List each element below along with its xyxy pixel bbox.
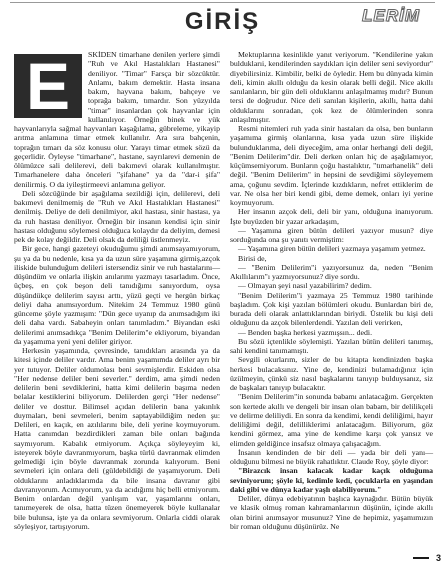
quote: "Birazcık insan kalacak kadar kaçık olduğuma seviniyorum; şöyle ki, kedimle kedi, çocuklarla en yaşından daki gibi ve dünya kadar yaşlı olabiliyorum." <box>230 466 433 494</box>
paragraph: Deliler, dünya edebiyatının başlıca kaynağıdır. Bütün büyük ve klasik olmuş roman kahramanlarının düşünün, içinde akıllı olan birini anımsayor musunuz? Yine de hepimiz, yaşamımızın bir roman olduğunu düşünürüz. Ne <box>230 494 433 531</box>
paragraph: "Benim Delilerim"in sonunda babamı anlatacağım. Gerçekten son kertede akıllı ve dengeli bir insan olan babam, bir delilikçeli ve delirme deliliydi. En sonra da kendimi, kendi deliliğimi, hayır deliliğimi değil, delilliklerimi anlatacağım. Biliyorum, göz kendini görmez, ama yine de kendime karşı çok yansız ve elimden geldiğince insafsız olmaya çalışacağım. <box>230 392 433 448</box>
logo: LERİM <box>362 6 420 25</box>
paragraph: — Yaşamına giren bütün delileri yazıyor musun? diye sorduğunda ona şu yanıtı vermiştim: <box>230 225 433 244</box>
paragraph: Herkesin yaşamında, çevresinde, tanıdıkları arasında ya da kitesi içinde deliler vardır. Ama benim yaşamımda deliler ayrı bir yer tutuyor. Deliler oldumolası beni sevmişlerdir. Eskiden olsa "Her nedense deliler beni severler." derdim, ama şimdi neden delilerin beni sevdiklerini, hatta kimi delilerin başıma neden belalar kestiklerini biliyorum. Delilerden gerçi "Her nedense" deliler ve dosttur. Bilimsel açıdan delilerin bana yakınlık duymaları, beni sevmeleri, benim saptayabildiğim neden şu: Delileri, en kaçık, en azılılarını bile, deli yerine koymuyorum. Hatta canımdan bezdirdikleri zaman bile onları bağında saymıyorum. Kabalık etmiyorum. Açıkça söyleyeyim ki, isteyerek böyle davranmıyorum, başka türlü davranmak elimden gelmediği için böyle davranmak zorunda kalıyorum. Beni sevmeleri için onlara deli (güldebildiği de yaşamıyorum. Deli olduklarını anladıklarımda da bile insana davranır gibi davranıyorum. Acımıyorum, ya da acıdığımı hiç belli etmiyorum. Benim onlardan değil yanlışım var, yaşamlarını onları, tanımeyerek de olsa, hatta tüzen önemeyerek böyle kullanalar bile bulunsa, işte ya da onlara sevmiyorum. Onlarla ciddi olarak söyleşiyor, tartışıyorum. <box>14 346 220 531</box>
paragraph: "Benim Delilerim"i yazmaya 25 Temmuz 1980 tarihinde başladım. Çok kişi yazılan bölümleri okudu. Bunlardan biri de, burada deli olarak anlattıklarından biriydi. Üstelik bu kişi deli olduğunu da azçok bilenlerdendi. Yazılan deli verirken, <box>230 290 433 328</box>
paragraph: Mektuplarına kesinlikle yanıt veriyorum. "Kendilerine yakın bulduklarıi, kendilerinden saydıkları için deliler seni seviyordur" diyebilirsiniz. Kimbilir, belki de öyledir. Hem bu dünyada kimin deli, kimin akıllı olduğu da kesin olarak belli değil. Nice akıllı sanılanların, bir gün deli olduklarını anlaşılmamış mıdır? Bunun tersi de doğrudur. Nice deli sanılan kişilerin, akıllı, hatta dahi olduklarını sonradan, çok kez de ölümlerinden sonra anlaşılmıştır. <box>230 50 433 124</box>
paragraph: — "Benim Delilerim"i yazıyorsunuz da, neden "Benim Akıllılarım"ı yazmıyorsunuz? diye sordu. <box>230 262 433 281</box>
paragraph: — Olmayan şeyi nasıl yazabilirim? dedim. <box>238 281 372 291</box>
paragraph: İnsanın kendinden de bir deli — yada bir deli yanı— olduğunu bilmesi ne büyük rahatlıktır. Claude Roy, şöyle diyor: <box>230 447 433 466</box>
paragraph: Bu sözü içtenlikle söylemişti. Yazılan bütün delileri tanımış, sahi kendini tanımamıştı. <box>230 336 433 355</box>
paragraph: Her insanın azçok deli, deli bir yanı, olduğuna inanıyorum. İşte buyüzden bir yazar arkadaşım, <box>230 207 433 226</box>
paragraph: SKİDEN timarhane denilen yerlere şimdi "Ruh ve Akıl Hastalıkları Hastanesi" deniliyor. "Timar" Farsça bir sözcüktür. Anlamı, bakım demektir. Hasta insana bakım, hayvana bakım, bahçeye ve toprağa bakım, tımardır. Son yüzyılda "timar" insanlardan çok hayvanlar için kullanılıyor. Örneğin binek ve yük hayvanlarıyla sağmal hayvanları kaşağılama, gübreleme, yikayip arıtma anlamına timar etmek kullanılır. Ara sıra bahçenin, toprağın tımarı da söz konusu olur. Yarayı timar etmek sözü da geçerlidir. Öyleyse "timarhane", hastane, sayrılarevi demenin de ölümüzce sali delilerevi, deli bakımevi olarak kullanılmıştır. Tımarhanelere daha önceleri "şifahane" ya da "dar-i şifa" denilirmiş. O da iyileştirmeevi anlamına geliyor. <box>14 50 220 189</box>
paragraph: — Benden başka herkesi yazmışsın... dedi. <box>238 327 373 337</box>
top-rule <box>10 2 435 3</box>
right-column <box>230 50 433 531</box>
paragraph: Birisi de, <box>238 253 267 263</box>
left-column <box>14 50 220 531</box>
paragraph: Bir gece, hangi gazeteyi okuduğumu şimdi anımsayamıyorum, şu ya da bu nedenle, kısa ya da uzun süre yaşamına girmiş,azçok iliskide bulunduğum delileri istersendiz sinir ve ruh hastalarını— düşündüm ve onlarla ilişkin anılarımı yazmayı tasarladım. Önce, üçbeş, en çok beşon deli tanıdığımı sanıyordum, oysa düşündükçe delilerim sayısı arttı, yüzü geçti ve hergün birkaç deliyi daha anımsıyordum. Nitekim 24 Temmuz 1980 günü güncemе şöyle yazmışım: "Dün gece uyanıp da anımsadığım iki deli daha vardı. Sabaheyin onları tanımladım." Biyandan eski delilerimi anımsadıkça "Benim Delilerim"e ekliyorum, biyandan da yaşamıma yeni yeni deliler giriyor. <box>14 244 220 346</box>
paragraph: Sevgili okurlarım, sizler de bu kitapta kendinizden başka herkesi bulacaksınız. Yine de, kendinizi bulamadığınız için üzülmeyin, çünkü siz nasıl başkalarını tanıyıp bulduysanız, siz de başkaları tanıyıp bulacaktır. <box>230 355 433 392</box>
page-number: 3 <box>435 553 441 563</box>
paragraph: Deli sözcüğünde bir aşağılama sezildiği için, delilerevi, deli bakımevi denilmemiş de "Ruh ve Akıl Hastalıkları Hastanesi" denilmiş. Deliye de deli denilmiyor, akıl hastası, sinir hastası, ya da ruh hastası deniliyor. Örneğin bir insanın kendisi için sinir hastası olduğunu söylemesi olduğuca kolaydır da deliyim, demesi pek de kolay değildir. Deli olsak da deliliği üstlenmeyiz. <box>14 188 220 244</box>
paragraph: — Yaşamına giren bütün delileri yazmaya yaşamım yetmez. <box>238 244 426 254</box>
continue-arrow <box>413 557 429 559</box>
page-title: GİRİŞ <box>184 8 261 35</box>
drop-cap: E <box>14 54 82 118</box>
paragraph: Resmi nitemleri ruh yada sinir hastaları da olsa, ben bunların yaşamıma girmiş olanlarına, kısa yada uzun süre ilişkide bulunduklarıma, deli diyeceğim, ama onlar herhangi deli değil, "Benim Delilerim"dir. Deli derken onları hiç de aşağılamıyor, küçümsemiyorum. Bunların çoğu hastalıktır, "tımarhanelik" deli değil. "Benim Delilerim" in hepsini de sevdiğimi söyleyemem ama, çoğunu sevdim. İçlerinde kızdıkların, nefret ettiklerim de var. Ne olsa her biri kendi gibi, deme demek, onları iyi yerine koymuyorum. <box>230 124 433 207</box>
